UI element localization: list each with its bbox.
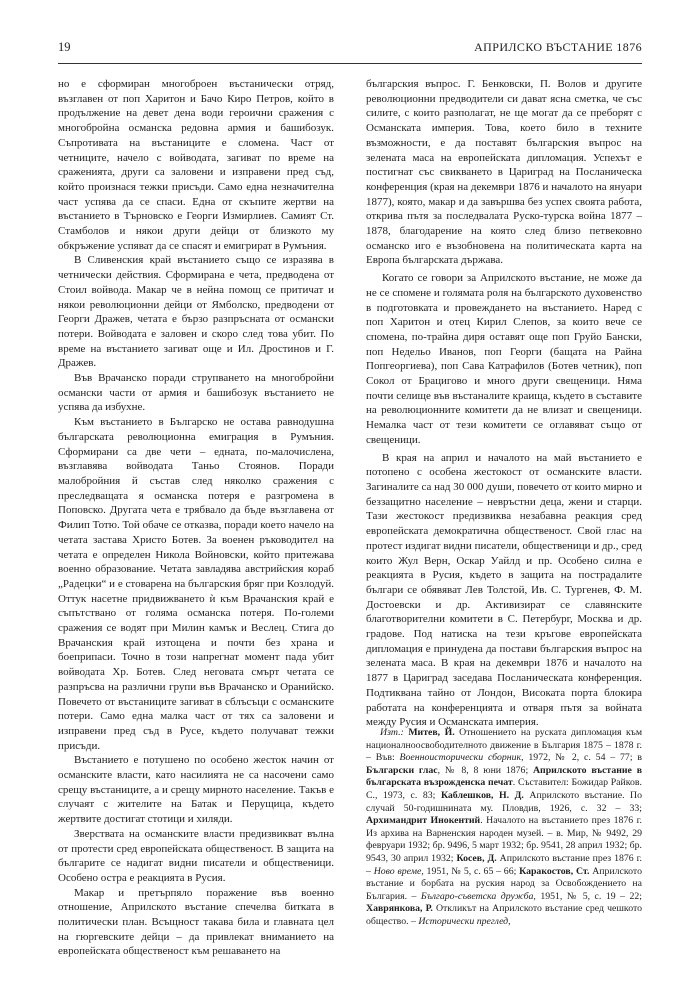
- source-title: Български глас: [366, 764, 438, 776]
- source-journal: Исторически преглед: [418, 915, 509, 927]
- paragraph: В края на април и началото на май въстанието е потопено с особена жестокост от османските власти. Загиналите са над 30 000 души, повечето от които мирно и беззащитно население – невръстни деца, жени и старци. Тази жестокост предизвиква незабавна реакция сред европейската демократична общественост. Свой глас на протест издигат видни писатели, общественици и др., сред които Жул Верн, Оскар Уайлд и пр. Особено силна е реакцията в Русия, където в защита на пострадалите българи се обявяват Лев Толстой, Ив. С. Тургенев, Ф. М. Достоевски и др. Активизират се славянските благотворителни комитети в С. Петербург, Москва и др. градове. Под натиска на тези кръгове европейската дипломация е принудена да постави българския въпрос на зелената маса. В края на декември 1876 и началото на 1877 в Цариград заседава Посланическата конференция. Подтиквана тайно от Лондон, Високата порта блокира работата на конференцията и отваря пътя за войната между Русия и Османската империя.: [366, 451, 643, 729]
- sources-note: [366, 727, 642, 929]
- source-text: , 1951, № 5, с. 65 – 66;: [421, 865, 517, 877]
- paragraph: Към въстанието в Българско не остава равнодушна българската революционна емиграция в Румъния. Сформирани са две чети – едната, по-малочислена, възглавява войводата Таньо Стоянов. Поради малобройния й състав след няколко сражения с преследващата я османска потеря е разгромена в Поповско. Другата чета е трябвало да бъде възглавена от Филип Тотю. Той обаче се отказва, поради което начело на четата застава Христо Ботев. За военен ръководител на четата е определен Никола Войновски, който притежава военно образование. Четата завладява австрийския кораб „Радецки“ и е стоварена на българския бряг при Козлодуй. Оттук насетне придвижването ѝ към Врачанския край е съпътствано от голяма османска потеря. По-големи сражения се водят при Милин камък и Веслец. Стига до Врачанския край изтощена и почти без храна и боеприпаси. Точно в този напрегнат момент пада убит войводата Хр. Ботев. След неговата смърт четата се разпръсва на различни групи във Врачанско и Оранийско. Повечето от въстаниците загиват в сблъсъци с османските потери. Само една малка част от тях са заловени и изправени пред съд в Русе, където получават тежки присъди.: [58, 416, 334, 752]
- source-text: , 1951, № 5, с. 19 – 22;: [533, 890, 642, 902]
- source-text: Априлското въстание и борбата на руския народ за Освобождението на България. –: [366, 865, 642, 902]
- source-text: ,: [508, 915, 511, 927]
- source-author: Каракостов, Ст.: [519, 865, 590, 877]
- paragraph: Когато се говори за Априлското въстание, не може да не се спомене и голямата роля на българското духовенство в подготовката и провеждането на въстанието. Наред с поп Харитон и отец Кирил Слепов, за които вече се спомена, по-трайна диря оставят още поп Груйо Бански, поп Недельо Иванов, поп Георги (бащата на Райна Попгеоргиева), поп Сава Катрафилов (Ботев четник), поп Сокол от Брацигово и много други свещеници. Няма почти селище във въстаналите краища, където в съставите на революционните комитети да не влизат и свещеници. Немалка част от тези комитети се оглавяват също от свещеници.: [366, 272, 642, 446]
- page-number: 19: [58, 40, 71, 54]
- source-journal: Ново време: [373, 865, 422, 877]
- source-text: , № 8, 8 юни 1876;: [437, 764, 529, 776]
- paragraph: Зверствата на османските власти предизвикват вълна от протести сред европейската общественост. В защита на българите се надигат видни писатели и общественици. Особено остра е реакцията в Русия.: [58, 827, 334, 884]
- sources-paragraph: [366, 727, 642, 929]
- source-journal: Военноисторически сборник: [399, 752, 522, 764]
- source-text: Априлското въстание през 1876 г. –: [366, 852, 643, 877]
- source-title: Априлското въстание в българската възрожденска печат: [366, 764, 642, 789]
- running-title: АПРИЛСКО ВЪСТАНИЕ 1876: [474, 40, 642, 54]
- paragraph: Въстанието е потушено по особено жесток начин от османските власти, като насилията не са насочени само срещу въстаниците, а и срещу мирното население. Такъв е случаят с жителите на Батак и Перущица, където жертвите достигат стотици и хиляди.: [58, 754, 334, 826]
- left-column: [58, 77, 334, 959]
- source-text: Отношението на руската дипломация към националноосвободителното движение в България 1875 – 1878 г. – Във:: [366, 727, 643, 764]
- paragraph: Макар и претърпяло поражение във военно отношение, Априлското въстание спечелва битката в политически план. Всъщност такава била и главната цел на гюргевските дейци – да привлекат вниманието на европейската общественост към решаването на: [58, 886, 334, 958]
- paragraph: Във Врачанско поради струпването на многобройни османски части от армия и башибозук въстанието не успява да избухне.: [58, 372, 334, 414]
- source-text: , 1972, № 2, с. 54 – 77; в: [521, 752, 643, 764]
- header-rule: [58, 63, 642, 64]
- sources-label: Изт.:: [380, 727, 404, 738]
- source-author: Каблешков, Н. Д.: [440, 789, 524, 801]
- source-author: Архимандрит Инокентий: [366, 815, 481, 827]
- source-author: Митев, Й.: [408, 727, 455, 738]
- right-column: [366, 77, 642, 730]
- paragraph: В Сливенския край въстанието също се изразява в четнически действия. Сформирана е чета, предводена от Стоил войвода. Макар че в нейна помощ се притичат и някои революционни дейци от Ямболско, предводени от Георги Дражев, четата е бързо разпръсната от османски потери. Войводата е заловен и скоро след това убит. По време на въстанието загиват още и Ил. Дростинов и Г. Дражев.: [58, 254, 334, 370]
- source-author: Косев, Д.: [456, 852, 497, 864]
- paragraph: но е сформиран многоброен въстанически отряд, възглавен от поп Харитон и Бачо Киро Петров, който в продължение на девет дена води героични сражения с многобройна османска редовна армия и башибозук. Съпротивата на въстаниците е сломена. Част от четниците, начело с войводата, загиват по време на сраженията, други са заловени и изправени пред съд, който произнася тежки присъди. Само една незначителна част успява да се спаси. Една от скъпите жертви на въстанието в Търновско е Георги Измирлиев. Самият Ст. Стамболов и някои други дейци от близкото му обкръжение успяват да се спасят и емигрират в Румъния.: [58, 78, 334, 252]
- source-text: . Съставител: Божидар Райков. С., 1973, с. 83;: [366, 777, 643, 801]
- page-header: [58, 40, 642, 62]
- source-text: . Началото на въстанието през 1876 г. Из архива на Варненския народен музей. – в. Мир, № 9492, 29 февруари 1932; бр. 9496, 5 март 1932; бр. 9541, 28 април 1932; бр. 9543, 30 април 1932;: [366, 815, 642, 864]
- paragraph: българския въпрос. Г. Бенковски, П. Волов и другите революционни предводители си дават ясна сметка, че със силите, с които разполагат, не ще могат да се преборят с Османската империя. Това, което било в техните възможности, е да поставят българския въпрос на зелената маса на европейската дипломация. Успехът е постигнат със свикването в Цариград на Посланическа конференция (края на декември 1876 и началото на януари 1877), която, макар и да завършва без успех своята работа, открива пътя за последвалата Руско-турска война 1877 – 1878, благодарение на която след близо петвековно османско иго е възобновена на политическата карта на Европа българската държава.: [366, 78, 642, 267]
- source-author: Хаврянкова, Р.: [366, 903, 433, 915]
- source-journal: Българо-съветска дружба: [420, 890, 534, 902]
- source-text: Откликът на Априлското въстание сред чешкото общество. –: [366, 903, 643, 927]
- source-text: Априлското въстание. По случай 50-годишнината му. Пловдив, 1926, с. 32 – 33;: [366, 789, 643, 814]
